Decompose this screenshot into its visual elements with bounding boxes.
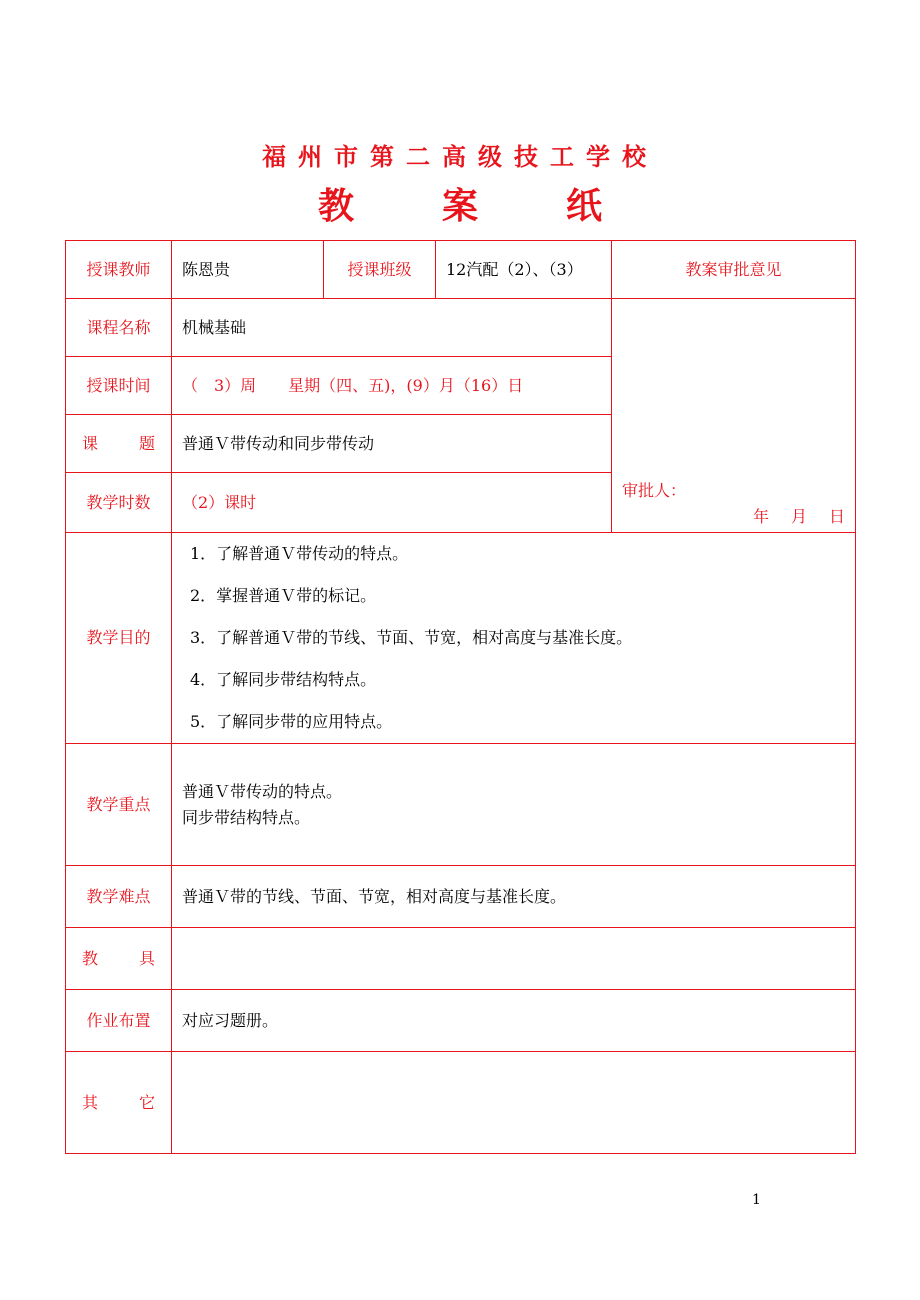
document-title (0, 182, 920, 232)
class-value: 12汽配（2）、（3） (436, 241, 612, 299)
teacher-value: 陈恩贵 (172, 241, 324, 299)
goal-item: 1．了解普通Ｖ带传动的特点。 (190, 544, 409, 563)
goal-item: 2．掌握普通Ｖ带的标记。 (190, 586, 377, 605)
difficulty-label: 教学难点 (66, 866, 172, 928)
title-char: 教 (317, 186, 354, 227)
goal-item: 3．了解普通Ｖ带的节线、节面、节宽，相对高度与基准长度。 (190, 628, 633, 647)
focus-item: 普通Ｖ带传动的特点。 (182, 781, 343, 801)
title-char: 案 (441, 186, 478, 227)
tools-value (172, 928, 856, 990)
homework-value: 对应习题册。 (172, 990, 856, 1052)
goal-item: 5．了解同步带的应用特点。 (190, 712, 393, 731)
approval-date (612, 504, 855, 530)
focus-cell (172, 744, 856, 866)
hours-value: （2）课时 (172, 473, 612, 533)
date-day: 日 (828, 507, 845, 526)
hours-label: 教学时数 (66, 473, 172, 533)
difficulty-value: 普通Ｖ带的节线、节面、节宽，相对高度与基准长度。 (172, 866, 856, 928)
lesson-plan-table (65, 240, 856, 1154)
goals-cell (172, 533, 856, 744)
teacher-label: 授课教师 (66, 241, 172, 299)
time-value: （ 3）周 星期（四、五)，(9）月（16）日 (172, 357, 612, 415)
goals-label: 教学目的 (66, 533, 172, 744)
tools-label: 教 具 (66, 928, 172, 990)
approval-box (612, 299, 856, 533)
approval-title: 教案审批意见 (612, 241, 856, 299)
goal-item: 4．了解同步带结构特点。 (190, 670, 377, 689)
focus-item: 同步带结构特点。 (182, 807, 311, 827)
other-value (172, 1052, 856, 1154)
approver-label: 审批人： (622, 481, 687, 500)
topic-value: 普通Ｖ带传动和同步带传动 (172, 415, 612, 473)
page-number: 1 (752, 1192, 761, 1208)
homework-label: 作业布置 (66, 990, 172, 1052)
focus-label: 教学重点 (66, 744, 172, 866)
course-value: 机械基础 (172, 299, 612, 357)
class-label: 授课班级 (324, 241, 436, 299)
school-name: 福州市第二高级技工学校 (262, 143, 658, 171)
time-label: 授课时间 (66, 357, 172, 415)
other-label: 其 它 (66, 1052, 172, 1154)
course-label: 课程名称 (66, 299, 172, 357)
date-month: 月 (790, 507, 807, 526)
date-year: 年 (752, 507, 769, 526)
topic-label: 课 题 (66, 415, 172, 473)
title-char: 纸 (566, 186, 603, 227)
